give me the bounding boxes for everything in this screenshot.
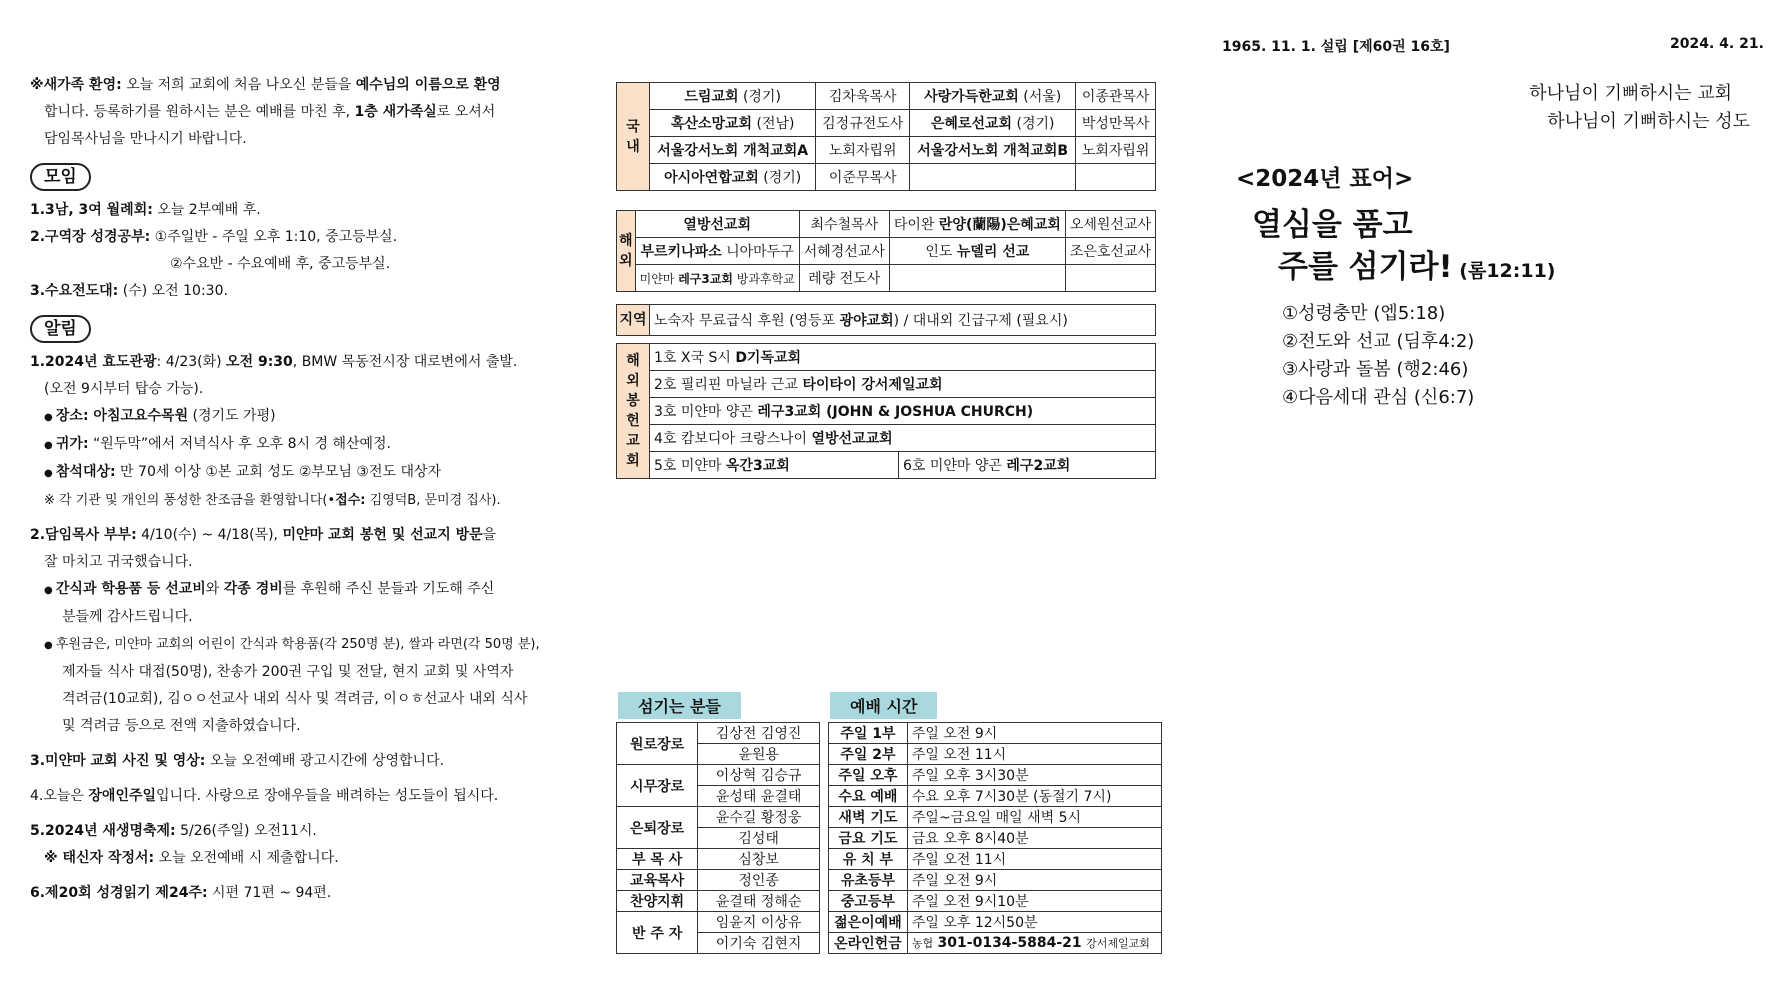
intro-line: 합니다. 등록하기를 원하시는 분은 예배를 마친 후, 1층 새가족실로 오셔서 [44,104,496,120]
worship-label: 수요 예배 [829,786,908,807]
servers-heading: 섬기는 분들 [618,692,741,719]
intro-line: 담임목사님을 만나시기 바랍니다. [44,131,247,147]
names-cell: 윤수길 황정웅 [698,807,820,828]
names-cell: 이상혁 김승규 [698,765,820,786]
table-cell: 열방선교회 [635,211,799,238]
worship-time: 주일 오전 11시 [907,849,1161,870]
servers-table [616,722,820,954]
table-cell: 이준무목사 [816,164,910,191]
role-cell: 은퇴장로 [617,807,698,849]
overseas-mission-table [616,210,1156,292]
moim-item: ②수요반 - 수요예배 후, 중고등부실. [170,256,391,272]
worship-table [828,722,1162,954]
notice-line: (오전 9시부터 탑승 가능). [44,381,204,397]
role-cell: 찬양지휘 [617,891,698,912]
worship-time: 주일 오후 3시30분 [907,765,1161,786]
table-cell: 오세원선교사 [1065,211,1155,238]
worship-label: 금요 기도 [829,828,908,849]
names-cell: 윤원용 [698,744,820,765]
table-cell: 2호 필리핀 마닐라 근교 타이타이 강서제일교회 [650,371,1156,398]
table-cell: 최수철목사 [799,211,889,238]
online-offering-label: 온라인헌금 [829,933,908,954]
moim-item: 3.수요전도대: (수) 오전 10:30. [30,283,228,299]
domestic-mission-table [616,82,1156,191]
moim-item: 1.3남, 3여 월례회: 오늘 2부예배 후. [30,202,261,218]
worship-label: 젊은이예배 [829,912,908,933]
table-cell: 1호 X국 S시 D기독교회 [650,344,1156,371]
table-cell [1065,265,1155,292]
role-cell: 반 주 자 [617,912,698,954]
table-cell: 조은호선교사 [1065,238,1155,265]
worship-label: 유 치 부 [829,849,908,870]
table-cell: 5호 미얀마 옥간3교회 [650,452,899,479]
role-cell: 교육목사 [617,870,698,891]
alrim-heading: 알림 [30,315,91,343]
table-cell: 노회자립위 [1076,137,1156,164]
theme-item: ③사랑과 돌봄 (행2:46) [1282,359,1469,380]
table-cell [1076,164,1156,191]
notice-note: ※ 각 기관 및 개인의 풍성한 찬조금을 환영합니다(•접수: 김영덕B, 문미경 집사). [44,493,501,508]
table-cell: 혹산소망교회 (전남) [650,110,816,137]
motto-line: 하나님이 기뻐하시는 교회 [1529,83,1732,104]
theme-title: <2024년 표어> [1236,166,1414,192]
notice-line: ※ 태신자 작정서: 오늘 오전예배 시 제출합니다. [44,850,339,866]
names-cell: 심창보 [698,849,820,870]
names-cell: 임윤지 이상유 [698,912,820,933]
notices-column [30,72,570,907]
notice-bullet: ● 장소: 아침고요수목원 (경기도 가평) [30,403,570,431]
table-cell: 서울강서노회 개척교회A [650,137,816,164]
notice-5: 5.2024년 새생명축제: 5/26(주일) 오전11시. [30,823,317,839]
table-cell: 은혜로선교회 (경기) [910,110,1076,137]
worship-time: 수요 오후 7시30분 (동절기 7시) [907,786,1161,807]
worship-label: 유초등부 [829,870,908,891]
table-cell: 아시아연합교회 (경기) [650,164,816,191]
names-cell: 김성태 [698,828,820,849]
notice-6: 6.제20회 성경읽기 제24주: 시편 71편 ~ 94편. [30,885,332,901]
table-cell: 이종관목사 [1076,83,1156,110]
table-cell: 김정규전도사 [816,110,910,137]
table-side-label: 해 외 [617,211,636,292]
notice-3: 3.미얀마 교회 사진 및 영상: 오늘 오전예배 광고시간에 상영합니다. [30,753,445,769]
notice-bullet: ● 간식과 학용품 등 선교비와 각종 경비를 후원해 주신 분들과 기도해 주신 [30,576,570,604]
theme-list [1282,300,1474,412]
table-cell [889,265,1065,292]
names-cell: 김상전 김영진 [698,723,820,744]
names-cell: 정인종 [698,870,820,891]
worship-heading: 예배 시간 [830,692,937,719]
table-cell: 서혜경선교사 [799,238,889,265]
table-cell: 6호 미얀마 양곤 레구2교회 [899,452,1156,479]
table-side-label: 지역 [617,305,650,336]
table-side-label: 해 외 봉 헌 교 회 [617,344,650,479]
notice-2: 2.담임목사 부부: 4/10(수) ~ 4/18(목), 미얀마 교회 봉헌 및 선교지 방문을 [30,527,497,543]
table-cell: 노숙자 무료급식 후원 (영등포 광야교회) / 대내외 긴급구제 (필요시) [650,305,1156,336]
slogan-line: 주를 섬기라! (롬12:11) [1278,249,1556,285]
worship-label: 중고등부 [829,891,908,912]
worship-time: 주일 오전 9시 [907,870,1161,891]
table-cell: 김차욱목사 [816,83,910,110]
notice-line: 격려금(10교회), 김ㅇㅇ선교사 내외 식사 및 격려금, 이ㅇㅎ선교사 내외 식사 [62,691,528,707]
region-support-table [616,304,1156,336]
table-cell: 인도 뉴델리 선교 [889,238,1065,265]
worship-time: 주일~금요일 매일 새벽 5시 [907,807,1161,828]
table-cell: 미얀마 레구3교회 방과후학교 [635,265,799,292]
role-cell: 시무장로 [617,765,698,807]
worship-label: 주일 1부 [829,723,908,744]
motto-line: 하나님이 기뻐하시는 성도 [1547,111,1750,132]
table-cell: 부르키나파소 니아마두구 [635,238,799,265]
moim-heading: 모임 [30,163,91,191]
worship-time: 주일 오전 11시 [907,744,1161,765]
role-cell: 원로장로 [617,723,698,765]
worship-time: 주일 오전 9시10분 [907,891,1161,912]
names-cell: 윤결태 정해순 [698,891,820,912]
table-cell [910,164,1076,191]
notice-line: 잘 마치고 귀국했습니다. [44,554,193,570]
names-cell: 이기숙 김현지 [698,933,820,954]
role-cell: 부 목 사 [617,849,698,870]
table-side-label: 국 내 [617,83,650,191]
notice-bullet: ● 귀가: “원두막”에서 저녁식사 후 오후 8시 경 해산예정. [30,431,570,459]
theme-item: ②전도와 선교 (딤후4:2) [1282,331,1475,352]
worship-label: 주일 오후 [829,765,908,786]
slogan-line: 열심을 품고 [1252,207,1413,243]
bulletin-date: 2024. 4. 21. [1670,36,1764,52]
table-cell: 서울강서노회 개척교회B [910,137,1076,164]
notice-bullet: ● 참석대상: 만 70세 이상 ①본 교회 성도 ②부모님 ③전도 대상자 [30,459,570,487]
worship-time: 주일 오후 12시50분 [907,912,1161,933]
notice-bullet: ● 후원금은, 미얀마 교회의 어린이 간식과 학용품(각 250명 분), 쌀과 라면(각 50명 분), [30,631,570,659]
table-cell: 박성만목사 [1076,110,1156,137]
table-cell: 드림교회 (경기) [650,83,816,110]
worship-label: 주일 2부 [829,744,908,765]
table-cell: 사랑가득한교회 (서울) [910,83,1076,110]
table-cell: 타이완 란양(蘭陽)은혜교회 [889,211,1065,238]
table-cell: 레량 전도사 [799,265,889,292]
moim-item: 2.구역장 성경공부: ①주일반 - 주일 오후 1:10, 중고등부실. [30,229,398,245]
table-cell: 노회자립위 [816,137,910,164]
notice-4: 4.오늘은 장애인주일입니다. 사랑으로 장애우들을 배려하는 성도들이 됩시다. [30,788,499,804]
slogan [1252,204,1556,292]
worship-time: 주일 오전 9시 [907,723,1161,744]
established-info: 1965. 11. 1. 설립 [제60권 16호] [1222,39,1450,55]
table-cell: 4호 캄보디아 크랑스나이 열방선교교회 [650,425,1156,452]
overseas-offering-table [616,343,1156,479]
notice-line: 분들께 감사드립니다. [62,609,193,625]
notice-line: 제자들 식사 대접(50명), 찬송가 200권 구입 및 전달, 현지 교회 및 사역자 [62,664,514,680]
worship-time: 금요 오후 8시40분 [907,828,1161,849]
theme-item: ④다음세대 관심 (신6:7) [1282,387,1475,408]
online-offering-account: 농협 301-0134-5884-21 강서제일교회 [907,933,1161,954]
worship-label: 새벽 기도 [829,807,908,828]
church-motto [1529,80,1750,136]
names-cell: 윤성태 윤결태 [698,786,820,807]
notice-line: 및 격려금 등으로 전액 지출하였습니다. [62,718,301,734]
intro-line: ※새가족 환영: 오늘 저희 교회에 처음 나오신 분들을 예수님의 이름으로 환영 [30,77,501,93]
table-cell: 3호 미얀마 양곤 레구3교회 (JOHN & JOSHUA CHURCH) [650,398,1156,425]
theme-item: ①성령충만 (엡5:18) [1282,303,1446,324]
notice-1: 1.2024년 효도관광: 4/23(화) 오전 9:30, BMW 목동전시장 대로변에서 출발. [30,354,518,370]
